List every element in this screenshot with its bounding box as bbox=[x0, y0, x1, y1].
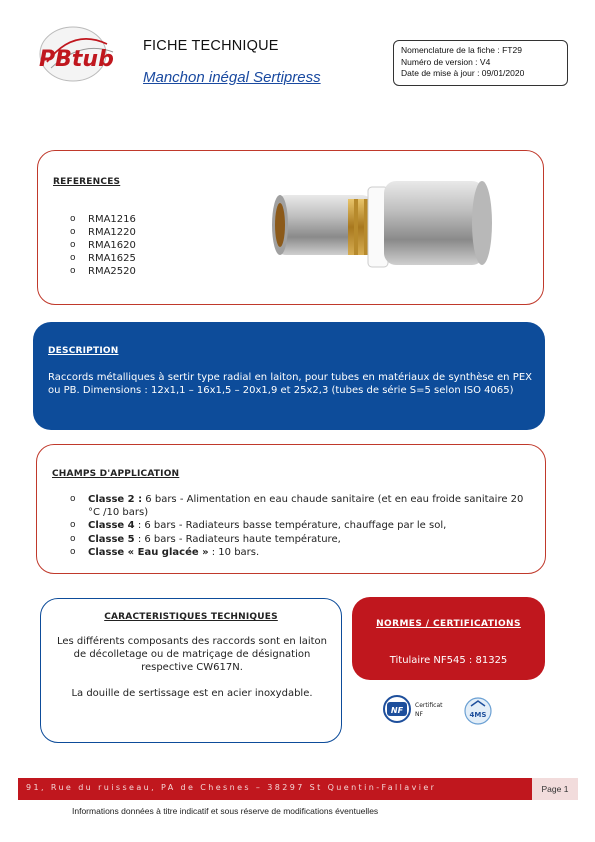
application-class: Classe « Eau glacée » bbox=[88, 546, 209, 558]
page-subtitle: Manchon inégal Sertipress bbox=[143, 69, 321, 86]
reference-code: RMA1620 bbox=[88, 240, 136, 251]
characteristics-heading: CARACTERISTIQUES TECHNIQUES bbox=[104, 612, 278, 622]
bullet-icon: o bbox=[70, 266, 76, 276]
document-meta-box bbox=[393, 40, 568, 86]
characteristics-paragraph: Les différents composants des raccords sont en laiton de décolletage ou de matriçage de désignation respective CW617N. bbox=[56, 636, 327, 673]
4ms-certification-icon bbox=[462, 696, 494, 726]
certifications-card bbox=[352, 597, 545, 680]
list-item bbox=[70, 213, 136, 226]
application-class: Classe 5 bbox=[88, 533, 135, 545]
svg-text:PBtub: PBtub bbox=[39, 47, 114, 72]
application-detail: 6 bars - Alimentation en eau chaude sanitaire (et en eau froide sanitaire 20 °C /10 bars) bbox=[88, 494, 524, 519]
pbtub-logo bbox=[33, 22, 123, 82]
application-line bbox=[88, 493, 530, 519]
bullet-icon: o bbox=[70, 227, 76, 237]
characteristics-text bbox=[53, 635, 331, 700]
list-item bbox=[70, 493, 530, 519]
application-class: Classe 4 bbox=[88, 520, 135, 532]
certifications-heading: NORMES / CERTIFICATIONS bbox=[376, 619, 521, 629]
list-item bbox=[70, 252, 136, 265]
application-line bbox=[88, 546, 259, 559]
bullet-icon: o bbox=[70, 253, 76, 263]
bullet-icon: o bbox=[70, 520, 76, 531]
reference-code: RMA1625 bbox=[88, 253, 136, 264]
page-number: Page 1 bbox=[532, 778, 578, 800]
bullet-icon: o bbox=[70, 214, 76, 224]
meta-nomenclature: Nomenclature de la fiche : FT29 bbox=[401, 45, 522, 55]
product-image bbox=[228, 173, 498, 281]
bullet-icon: o bbox=[70, 240, 76, 250]
page-title: FICHE TECHNIQUE bbox=[143, 38, 279, 54]
references-heading: REFERENCES bbox=[53, 177, 121, 187]
reference-code: RMA1220 bbox=[88, 227, 136, 238]
characteristics-card bbox=[40, 598, 342, 743]
nf-certification-icon bbox=[383, 694, 455, 724]
certifications-text: Titulaire NF545 : 81325 bbox=[389, 655, 508, 666]
application-detail: : 6 bars - Radiateurs haute température, bbox=[134, 533, 341, 545]
application-class: Classe 2 : bbox=[88, 494, 143, 505]
svg-text:4MS: 4MS bbox=[469, 711, 487, 719]
description-text: Raccords métalliques à sertir type radial en laiton, pour tubes en matériaux de synthèse en PEX ou PB. Dimensions : 12x1,1 – 16x1,5 – 20x1,9 et 25x2,3 (tubes de série S=5 selon ISO 4065) bbox=[48, 372, 532, 396]
description-card bbox=[33, 322, 545, 430]
application-detail: : 6 bars - Radiateurs basse température, chauffage par le sol, bbox=[134, 520, 447, 532]
list-item bbox=[70, 533, 530, 546]
footer-address: 91, Rue du ruisseau, PA de Chesnes – 38297 St Quentin-Fallavier bbox=[26, 783, 437, 792]
application-detail: : 10 bars. bbox=[208, 546, 260, 558]
application-list bbox=[70, 493, 530, 559]
reference-code: RMA1216 bbox=[88, 214, 136, 225]
bullet-icon: o bbox=[70, 494, 76, 504]
list-item bbox=[70, 519, 530, 532]
list-item bbox=[70, 239, 136, 252]
list-item bbox=[70, 265, 136, 278]
characteristics-paragraph: La douille de sertissage est en acier inoxydable. bbox=[71, 688, 313, 699]
list-item bbox=[70, 226, 136, 239]
disclaimer: Informations données à titre indicatif et sous réserve de modifications éventuelles bbox=[72, 806, 379, 816]
application-line bbox=[88, 533, 341, 546]
svg-text:NF: NF bbox=[390, 706, 404, 715]
list-item bbox=[70, 546, 530, 559]
description-heading: DESCRIPTION bbox=[48, 346, 119, 356]
meta-date: Date de mise à jour : 09/01/2020 bbox=[401, 68, 525, 78]
references-card bbox=[37, 150, 544, 305]
bullet-icon: o bbox=[70, 546, 76, 557]
svg-text:Certificat: Certificat bbox=[415, 702, 443, 709]
application-line bbox=[88, 519, 446, 532]
svg-text:NF: NF bbox=[415, 711, 423, 718]
footer-bar bbox=[18, 778, 578, 800]
application-card bbox=[36, 444, 546, 574]
meta-version: Numéro de version : V4 bbox=[401, 56, 491, 67]
application-heading: CHAMPS D'APPLICATION bbox=[52, 469, 180, 479]
references-list bbox=[70, 213, 136, 278]
bullet-icon: o bbox=[70, 533, 76, 544]
reference-code: RMA2520 bbox=[88, 266, 136, 277]
